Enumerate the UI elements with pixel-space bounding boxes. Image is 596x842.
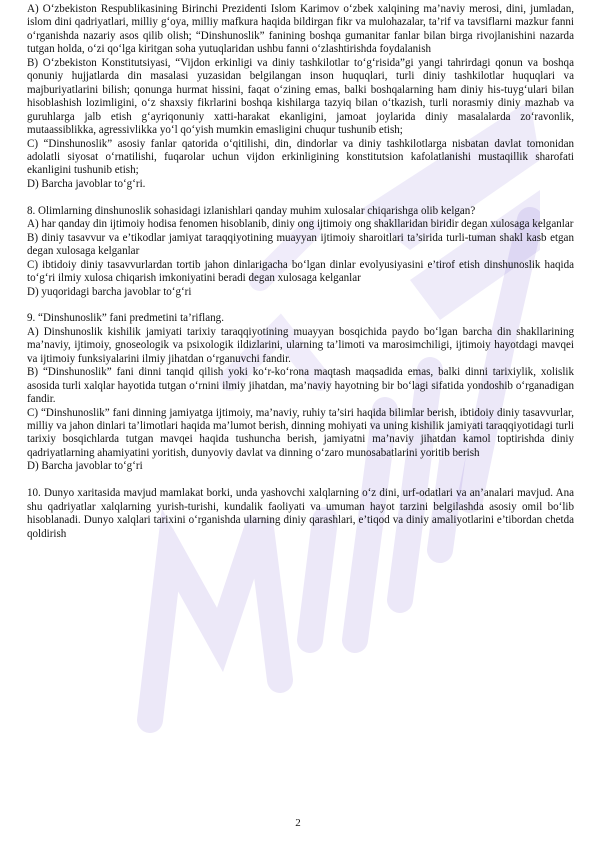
answer-option-c-q9: C) “Dinshunoslik” fani dinning jamiyatga ijtimoiy, ma’naviy, ruhiy ta’siri haqida bilimlar berish, ibtidoiy diniy tasavvurlar, milliy va jahon dinlari ta’limotlari haqida ma’lumot berish, dinning mohiyati va uning kishilik jamiyati taraqqiyotidagi turli tarixiy bosqichlarda tutgan mavqei haqida tushuncha berish, jamiyatni ma’naviy jihatdan kamol toptirishda diniy qadriyatlarning ahamiyatini yoritish, dunyoviy davlat va dinning o‘zaro munosabatlarini yoritib berish xyxy=(27,406,574,459)
answer-option-c-q8: C) ibtidoiy diniy tasavvurlardan tortib jahon dinlarigacha bo‘lgan dinlar evolyusiyasini e’tirof etish dinshunoslik haqida to‘g‘ri ilmiy xulosa chiqarish imkoniyatini beradi degan xulosaga kelganlar xyxy=(27,258,574,285)
answer-option-b-q8: B) diniy tasavvur va e’tikodlar jamiyat taraqqiyotining muayyan ijtimoiy sharoitlari ta’sirida turli-tuman shakl kasb etgan degan xulosaga kelganlar xyxy=(27,231,574,258)
blank-line xyxy=(27,474,574,487)
question-10: 10. Dunyo xaritasida mavjud mamlakat borki, unda yashovchi xalqlarning o‘z dini, urf-odatlari va an’analari mavjud. Ana shu qadriyatlar xalqlarning yurish-turishi, kundalik faoliyati va umuman hayot tarzini belgilashda asosiy omil bo‘lib hisoblanadi. Dunyo xalqlari tarixini o‘rganishda ularning diniy qarashlari, e’tiqod va diniy amaliyotlarini e’tibordan chetda qoldirish xyxy=(27,487,574,540)
blank-line xyxy=(27,299,574,312)
answer-option-a-q7: A) O‘zbekiston Respublikasining Birinchi Prezidenti Islom Karimov o‘zbek xalqining ma’naviy merosi, dini, jumladan, islom dini qadriyatlari, milliy g‘oya, milliy mafkura haqida bildirgan fikr va mulohazalar, ta’rif va tavsiflarni mazkur fanni o‘rganishda nazariy asos qilib olish; “Dinshunoslik” fanining boshqa gumanitar fanlar bilan birga rivojlanishini nazarda tutgan holda, o‘zi qo‘lga kiritgan soha yutuqlaridan ushbu fanni o‘zlashtirishda foydalanish xyxy=(27,3,574,56)
blank-line xyxy=(27,191,574,204)
answer-option-d-q7: D) Barcha javoblar to‘g‘ri. xyxy=(27,177,146,190)
page-number: 2 xyxy=(295,817,301,829)
answer-option-b-q7: B) O‘zbekiston Konstitutsiyasi, “Vijdon erkinligi va diniy tashkilotlar to‘g‘risida”gi yangi tahrirdagi qonun va boshqa qonuniy hujjatlarda din masalasi yuzasidan belgilangan inson huquqlari, turli diniy tashkilotlar huquqlari va majburiyatlarini bilish; qonunga hurmat hissini, faqat o‘zining emas, balki boshqalarning ham diniy his-tuyg‘ulari bilan hisoblashish lozimligini, o‘z shaxsiy fikrlarini boshqa kishilarga tazyiq bilan o‘tkazish, turli norasmiy diniy mazhab va guruhlarga jalb etish g‘ayriqonuniy xatti-harakat ekanligini, jamoat joylarida diniy masalalarda zo‘ravonlik, mutaassiblikka, agressivlikka yo‘l qo‘yish mumkin emasligini chuqur tushunib etish; xyxy=(27,56,574,137)
answer-option-d-q8: D) yuqoridagi barcha javoblar to‘g‘ri xyxy=(27,285,192,298)
answer-option-d-q9: D) Barcha javoblar to‘g‘ri xyxy=(27,460,143,473)
question-8: 8. Olimlarning dinshunoslik sohasidagi izlanishlari qanday muhim xulosalar chiqarishga olib kelgan? xyxy=(27,204,476,217)
document-page xyxy=(27,3,574,541)
answer-option-a-q8: A) har qanday din ijtimoiy hodisa fenomen hisoblanib, diniy ong ijtimoiy ong shakllaridan biridir degan xulosaga kelganlar xyxy=(27,218,574,231)
answer-option-a-q9: A) Dinshunoslik kishilik jamiyati tarixiy taraqqiyotining muayyan bosqichida paydo bo‘lgan barcha din shakllarining ma’naviy, ijtimoiy, gnoseologik va psixologik ildizlarini, ularning ta’limoti va marosimchiligi, ijtimoiy hayotdagi mavqei va ijtimoiy funksiyalarini ilmiy jihatdan o‘rganuvchi fandir. xyxy=(27,325,574,365)
answer-option-b-q9: B) “Dinshunoslik” fani dinni tanqid qilish yoki ko‘r-ko‘rona maqtash maqsadida emas, balki dinni tarixiylik, xolislik asosida turli xalqlar hayotida tutgan o‘rnini ilmiy jihatdan, ma’naviy hayotning bir bo‘lagi sifatida yondoshib o‘rganadigan fandir. xyxy=(27,366,574,406)
question-9: 9. “Dinshunoslik” fani predmetini ta’riflang. xyxy=(27,312,224,325)
answer-option-c-q7: C) “Dinshunoslik” asosiy fanlar qatorida o‘qitilishi, din, dindorlar va diniy tashkilotlarga nisbatan davlat tomonidan adolatli siyosat o‘rnatilishi, fuqarolar uchun vijdon erkinligining konstitutsion kafolatlanishi mustaqillik sharofati ekanligini tushunib etish; xyxy=(27,137,574,177)
